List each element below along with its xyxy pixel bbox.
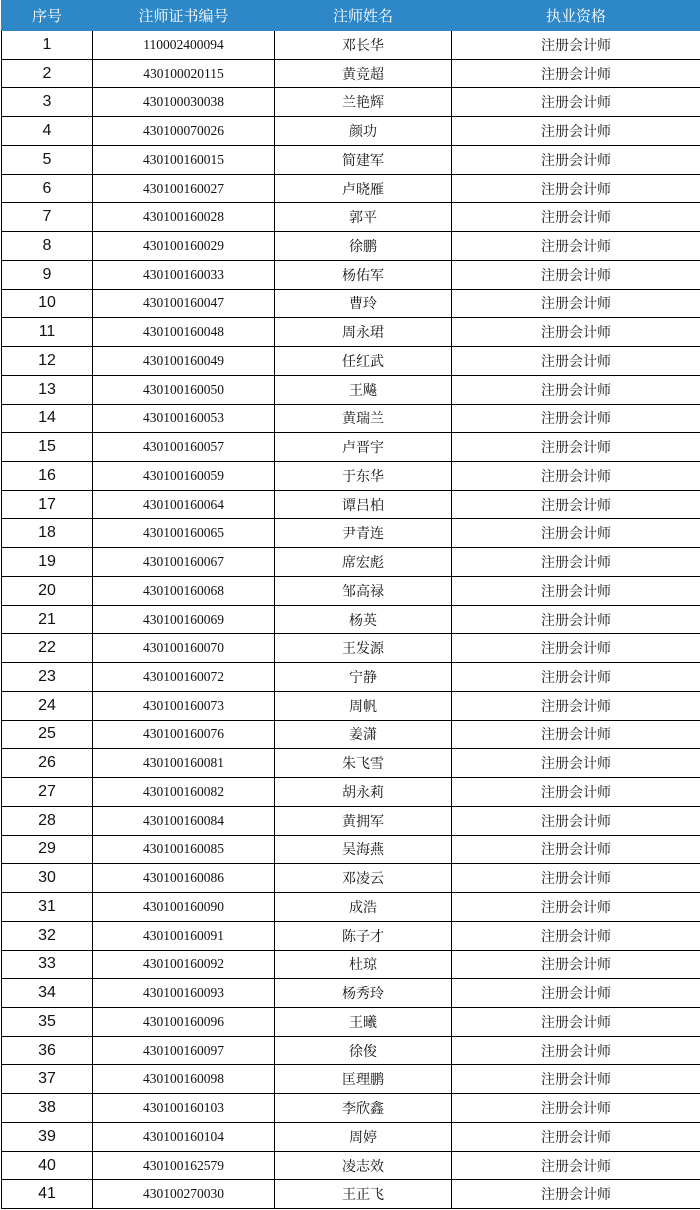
row-cert-number: 430100160049	[93, 347, 275, 376]
row-index: 19	[2, 548, 93, 577]
header-index: 序号	[2, 1, 93, 31]
row-name: 宁静	[275, 663, 452, 692]
row-index: 38	[2, 1094, 93, 1123]
row-index: 33	[2, 950, 93, 979]
row-cert-number: 110002400094	[93, 31, 275, 60]
row-index: 13	[2, 375, 93, 404]
table-row	[2, 347, 700, 376]
row-index: 36	[2, 1036, 93, 1065]
row-index: 39	[2, 1122, 93, 1151]
row-qualification: 注册会计师	[452, 117, 700, 146]
row-name: 杨佑军	[275, 260, 452, 289]
row-cert-number: 430100160092	[93, 950, 275, 979]
row-qualification: 注册会计师	[452, 1180, 700, 1209]
row-cert-number: 430100160064	[93, 490, 275, 519]
row-qualification: 注册会计师	[452, 806, 700, 835]
table-row	[2, 318, 700, 347]
row-index: 40	[2, 1151, 93, 1180]
header-row	[2, 1, 700, 31]
table-row	[2, 691, 700, 720]
table-row	[2, 1180, 700, 1209]
row-cert-number: 430100162579	[93, 1151, 275, 1180]
row-index: 20	[2, 576, 93, 605]
row-qualification: 注册会计师	[452, 979, 700, 1008]
row-cert-number: 430100160081	[93, 749, 275, 778]
table-body	[2, 31, 700, 1209]
row-qualification: 注册会计师	[452, 720, 700, 749]
row-name: 郭平	[275, 203, 452, 232]
row-cert-number: 430100160047	[93, 289, 275, 318]
table-row	[2, 31, 700, 60]
row-qualification: 注册会计师	[452, 519, 700, 548]
row-cert-number: 430100160050	[93, 375, 275, 404]
table-row	[2, 1122, 700, 1151]
row-index: 24	[2, 691, 93, 720]
row-cert-number: 430100160065	[93, 519, 275, 548]
table-row	[2, 720, 700, 749]
row-name: 徐俊	[275, 1036, 452, 1065]
row-qualification: 注册会计师	[452, 375, 700, 404]
table-row	[2, 117, 700, 146]
table-row	[2, 289, 700, 318]
row-cert-number: 430100160098	[93, 1065, 275, 1094]
row-index: 3	[2, 88, 93, 117]
row-index: 12	[2, 347, 93, 376]
table-row	[2, 893, 700, 922]
row-cert-number: 430100160086	[93, 864, 275, 893]
row-qualification: 注册会计师	[452, 31, 700, 60]
row-name: 兰艳辉	[275, 88, 452, 117]
row-index: 7	[2, 203, 93, 232]
row-qualification: 注册会计师	[452, 289, 700, 318]
row-qualification: 注册会计师	[452, 921, 700, 950]
row-index: 21	[2, 605, 93, 634]
row-name: 姜潇	[275, 720, 452, 749]
row-name: 朱飞雪	[275, 749, 452, 778]
row-cert-number: 430100160097	[93, 1036, 275, 1065]
row-qualification: 注册会计师	[452, 835, 700, 864]
row-qualification: 注册会计师	[452, 347, 700, 376]
row-name: 周婷	[275, 1122, 452, 1151]
row-index: 35	[2, 1007, 93, 1036]
row-name: 吴海燕	[275, 835, 452, 864]
row-index: 25	[2, 720, 93, 749]
row-name: 王曦	[275, 1007, 452, 1036]
row-name: 王飚	[275, 375, 452, 404]
table-row	[2, 979, 700, 1008]
header-qualification: 执业资格	[452, 1, 700, 31]
row-index: 16	[2, 462, 93, 491]
row-qualification: 注册会计师	[452, 174, 700, 203]
row-index: 31	[2, 893, 93, 922]
row-name: 凌志效	[275, 1151, 452, 1180]
table-row	[2, 548, 700, 577]
row-cert-number: 430100160073	[93, 691, 275, 720]
table-row	[2, 576, 700, 605]
row-index: 26	[2, 749, 93, 778]
row-qualification: 注册会计师	[452, 1094, 700, 1123]
row-qualification: 注册会计师	[452, 691, 700, 720]
row-name: 邓凌云	[275, 864, 452, 893]
row-index: 18	[2, 519, 93, 548]
row-index: 4	[2, 117, 93, 146]
row-name: 卢晋宇	[275, 433, 452, 462]
row-cert-number: 430100160072	[93, 663, 275, 692]
row-cert-number: 430100160033	[93, 260, 275, 289]
table-row	[2, 490, 700, 519]
table-row	[2, 1036, 700, 1065]
table-row	[2, 260, 700, 289]
table-row	[2, 950, 700, 979]
row-name: 简建军	[275, 145, 452, 174]
table-row	[2, 433, 700, 462]
row-cert-number: 430100030038	[93, 88, 275, 117]
row-cert-number: 430100070026	[93, 117, 275, 146]
row-index: 28	[2, 806, 93, 835]
row-cert-number: 430100270030	[93, 1180, 275, 1209]
row-cert-number: 430100160027	[93, 174, 275, 203]
row-index: 1	[2, 31, 93, 60]
row-qualification: 注册会计师	[452, 203, 700, 232]
row-name: 邹高禄	[275, 576, 452, 605]
row-qualification: 注册会计师	[452, 59, 700, 88]
row-index: 8	[2, 232, 93, 261]
row-index: 10	[2, 289, 93, 318]
row-index: 14	[2, 404, 93, 433]
table-row	[2, 835, 700, 864]
table-row	[2, 88, 700, 117]
row-cert-number: 430100160069	[93, 605, 275, 634]
header-cert-number: 注师证书编号	[93, 1, 275, 31]
row-name: 匡理鹏	[275, 1065, 452, 1094]
table-row	[2, 1151, 700, 1180]
row-cert-number: 430100160090	[93, 893, 275, 922]
row-name: 王发源	[275, 634, 452, 663]
row-qualification: 注册会计师	[452, 950, 700, 979]
row-qualification: 注册会计师	[452, 864, 700, 893]
row-name: 于东华	[275, 462, 452, 491]
row-cert-number: 430100160104	[93, 1122, 275, 1151]
row-qualification: 注册会计师	[452, 548, 700, 577]
row-name: 李欣鑫	[275, 1094, 452, 1123]
row-name: 谭吕柏	[275, 490, 452, 519]
row-name: 邓长华	[275, 31, 452, 60]
table-row	[2, 663, 700, 692]
row-cert-number: 430100160029	[93, 232, 275, 261]
table-row	[2, 1094, 700, 1123]
table-row	[2, 1065, 700, 1094]
row-qualification: 注册会计师	[452, 663, 700, 692]
table-row	[2, 806, 700, 835]
row-qualification: 注册会计师	[452, 1122, 700, 1151]
row-index: 6	[2, 174, 93, 203]
row-cert-number: 430100160076	[93, 720, 275, 749]
row-index: 15	[2, 433, 93, 462]
row-name: 杨秀玲	[275, 979, 452, 1008]
row-name: 杜琼	[275, 950, 452, 979]
row-qualification: 注册会计师	[452, 318, 700, 347]
row-name: 尹青连	[275, 519, 452, 548]
row-name: 周帆	[275, 691, 452, 720]
row-qualification: 注册会计师	[452, 88, 700, 117]
row-name: 王正飞	[275, 1180, 452, 1209]
row-cert-number: 430100160015	[93, 145, 275, 174]
row-cert-number: 430100020115	[93, 59, 275, 88]
row-qualification: 注册会计师	[452, 749, 700, 778]
row-name: 黄竞超	[275, 59, 452, 88]
row-index: 2	[2, 59, 93, 88]
row-qualification: 注册会计师	[452, 634, 700, 663]
row-cert-number: 430100160084	[93, 806, 275, 835]
table-row	[2, 921, 700, 950]
row-qualification: 注册会计师	[452, 260, 700, 289]
row-cert-number: 430100160070	[93, 634, 275, 663]
row-name: 徐鹏	[275, 232, 452, 261]
table-row	[2, 778, 700, 807]
row-cert-number: 430100160059	[93, 462, 275, 491]
row-qualification: 注册会计师	[452, 1007, 700, 1036]
row-index: 9	[2, 260, 93, 289]
row-qualification: 注册会计师	[452, 490, 700, 519]
row-name: 任红武	[275, 347, 452, 376]
header-name: 注师姓名	[275, 1, 452, 31]
table-row	[2, 145, 700, 174]
row-index: 22	[2, 634, 93, 663]
row-qualification: 注册会计师	[452, 145, 700, 174]
row-qualification: 注册会计师	[452, 576, 700, 605]
table-row	[2, 404, 700, 433]
row-index: 17	[2, 490, 93, 519]
row-cert-number: 430100160085	[93, 835, 275, 864]
row-qualification: 注册会计师	[452, 778, 700, 807]
row-cert-number: 430100160091	[93, 921, 275, 950]
row-cert-number: 430100160028	[93, 203, 275, 232]
row-name: 席宏彪	[275, 548, 452, 577]
table-row	[2, 375, 700, 404]
table-header	[2, 1, 700, 31]
row-cert-number: 430100160057	[93, 433, 275, 462]
row-qualification: 注册会计师	[452, 605, 700, 634]
row-index: 29	[2, 835, 93, 864]
row-cert-number: 430100160053	[93, 404, 275, 433]
row-qualification: 注册会计师	[452, 1036, 700, 1065]
row-index: 23	[2, 663, 93, 692]
row-qualification: 注册会计师	[452, 404, 700, 433]
table-row	[2, 1007, 700, 1036]
row-index: 41	[2, 1180, 93, 1209]
row-qualification: 注册会计师	[452, 433, 700, 462]
row-index: 30	[2, 864, 93, 893]
table-row	[2, 749, 700, 778]
row-index: 27	[2, 778, 93, 807]
row-name: 陈子才	[275, 921, 452, 950]
table-row	[2, 462, 700, 491]
row-index: 5	[2, 145, 93, 174]
row-qualification: 注册会计师	[452, 1065, 700, 1094]
row-name: 胡永莉	[275, 778, 452, 807]
table-row	[2, 864, 700, 893]
table-row	[2, 634, 700, 663]
row-cert-number: 430100160082	[93, 778, 275, 807]
row-cert-number: 430100160068	[93, 576, 275, 605]
row-cert-number: 430100160093	[93, 979, 275, 1008]
table-row	[2, 232, 700, 261]
row-name: 黄拥军	[275, 806, 452, 835]
row-name: 杨英	[275, 605, 452, 634]
row-name: 曹玲	[275, 289, 452, 318]
table-row	[2, 605, 700, 634]
row-cert-number: 430100160067	[93, 548, 275, 577]
row-cert-number: 430100160103	[93, 1094, 275, 1123]
row-qualification: 注册会计师	[452, 893, 700, 922]
row-index: 32	[2, 921, 93, 950]
row-index: 11	[2, 318, 93, 347]
row-qualification: 注册会计师	[452, 232, 700, 261]
table-row	[2, 59, 700, 88]
row-index: 34	[2, 979, 93, 1008]
row-name: 成浩	[275, 893, 452, 922]
row-qualification: 注册会计师	[452, 462, 700, 491]
table-row	[2, 203, 700, 232]
row-qualification: 注册会计师	[452, 1151, 700, 1180]
row-cert-number: 430100160048	[93, 318, 275, 347]
table-row	[2, 174, 700, 203]
row-name: 周永珺	[275, 318, 452, 347]
row-name: 卢晓雁	[275, 174, 452, 203]
row-cert-number: 430100160096	[93, 1007, 275, 1036]
row-name: 颜功	[275, 117, 452, 146]
row-name: 黄瑞兰	[275, 404, 452, 433]
table-row	[2, 519, 700, 548]
cpa-roster-table	[1, 0, 700, 1209]
row-index: 37	[2, 1065, 93, 1094]
